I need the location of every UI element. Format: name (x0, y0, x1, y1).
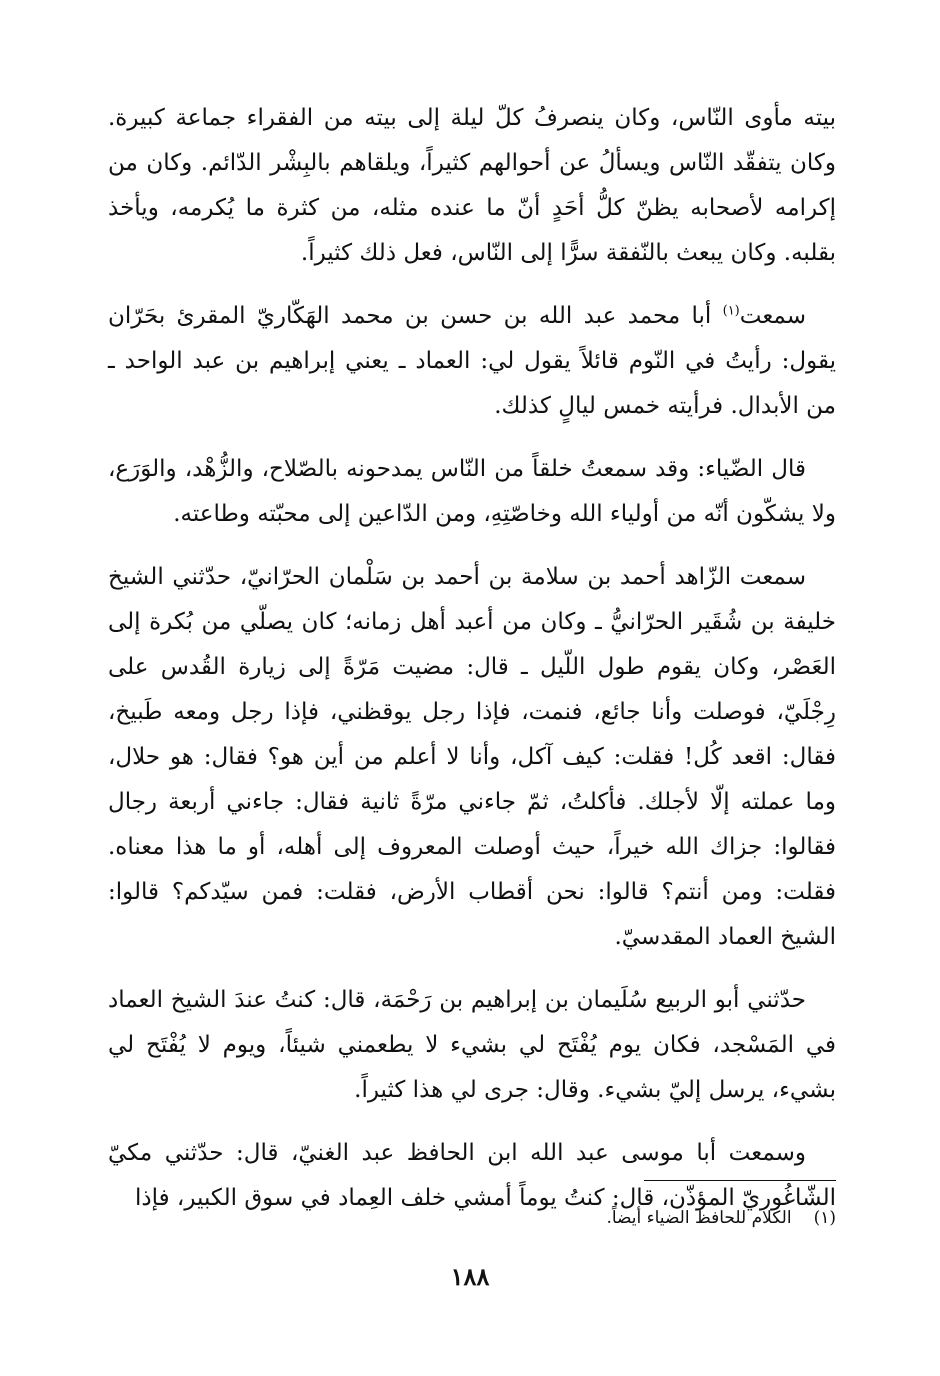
paragraph-2-start: سمعت (739, 303, 806, 329)
paragraph-1: بيته مأوى النّاس، وكان ينصرفُ كلّ ليلة إلى بيته من الفقراء جماعة كبيرة. وكان يتفقّد النّاس ويسألُ عن أحوالهم كثيراً، ويلقاهم بالبِشْر الدّائم. وكان من إكرامه لأصحابه يظنّ كلُّ أحَدٍ أنّ ما عنده مثله، من كثرة ما يُكرمه، ويأخذ بقلبه. وكان يبعث بالنّفقة سرًّا إلى النّاس، فعل ذلك كثيراً. (108, 105, 836, 266)
footnote-number: (١) (813, 1208, 836, 1228)
footnote (108, 1204, 836, 1232)
footnote-reference[interactable]: (١) (722, 303, 740, 319)
page-body (108, 96, 836, 1239)
footnote-divider (644, 1180, 836, 1181)
paragraph-2 (108, 294, 836, 429)
paragraph-5: حدّثني أبو الربيع سُلَيمان بن إبراهيم بن رَحْمَة، قال: كنتُ عندَ الشيخ العماد في المَسْجد، فكان يوم يُفْتَح لي بشيء لا يطعمني شيئاً، ويوم لا يُفْتَح لي بشيء، يرسل إليّ بشيء. وقال: جرى لي هذا كثيراً. (108, 987, 836, 1103)
paragraph-4: سمعت الزّاهد أحمد بن سلامة بن أحمد بن سَلْمان الحرّانيّ، حدّثني الشيخ خليفة بن شُقَير الحرّانيُّ ـ وكان من أعبد أهل زمانه؛ كان يصلّي من بُكرة إلى العَصْر، وكان يقوم طول اللّيل ـ قال: مضيت مَرّةً إلى زيارة القُدس على رِجْلَيّ، فوصلت وأنا جائع، فنمت، فإذا رجل يوقظني، فإذا رجل ومعه طَبيخ، فقال: اقعد كُل! فقلت: كيف آكل، وأنا لا أعلم من أين هو؟ فقال: هو حلال، وما عملته إلّا لأجلك. فأكلتُ، ثمّ جاءني مرّةً ثانية فقال: جاءني أربعة رجال فقالوا: جزاك الله خيراً، حيث أوصلت المعروف إلى أهله، أو ما هذا معناه. فقلت: ومن أنتم؟ قالوا: نحن أقطاب الأرض، فقلت: فمن سيّدكم؟ قالوا: الشيخ العماد المقدسيّ. (108, 564, 836, 950)
paragraph-2-rest: أبا محمد عبد الله بن حسن بن محمد الهَكّاريّ المقرئ بحَرّان يقول: رأيتُ في النّوم قائلاً يقول لي: العماد ـ يعني إبراهيم بن عبد الواحد ـ من الأبدال. فرأيته خمس ليالٍ كذلك. (108, 303, 836, 419)
paragraph-3: قال الضّياء: وقد سمعتُ خلقاً من النّاس يمدحونه بالصّلاح، والزُّهْد، والوَرَع، ولا يشكّون أنّه من أولياء الله وخاصّتِهِ، ومن الدّاعين إلى محبّته وطاعته. (108, 456, 836, 527)
footnote-text: الكلام للحافظ الضياء أيضاً. (606, 1208, 792, 1228)
paragraph-6: وسمعت أبا موسى عبد الله ابن الحافظ عبد الغنيّ، قال: حدّثني مكيّ الشّاغُوريّ المؤذّن، قال: كنتُ يوماً أمشي خلف العِماد في سوق الكبير، فإذا (108, 1140, 836, 1211)
page-number: ١٨٨ (450, 1262, 490, 1291)
